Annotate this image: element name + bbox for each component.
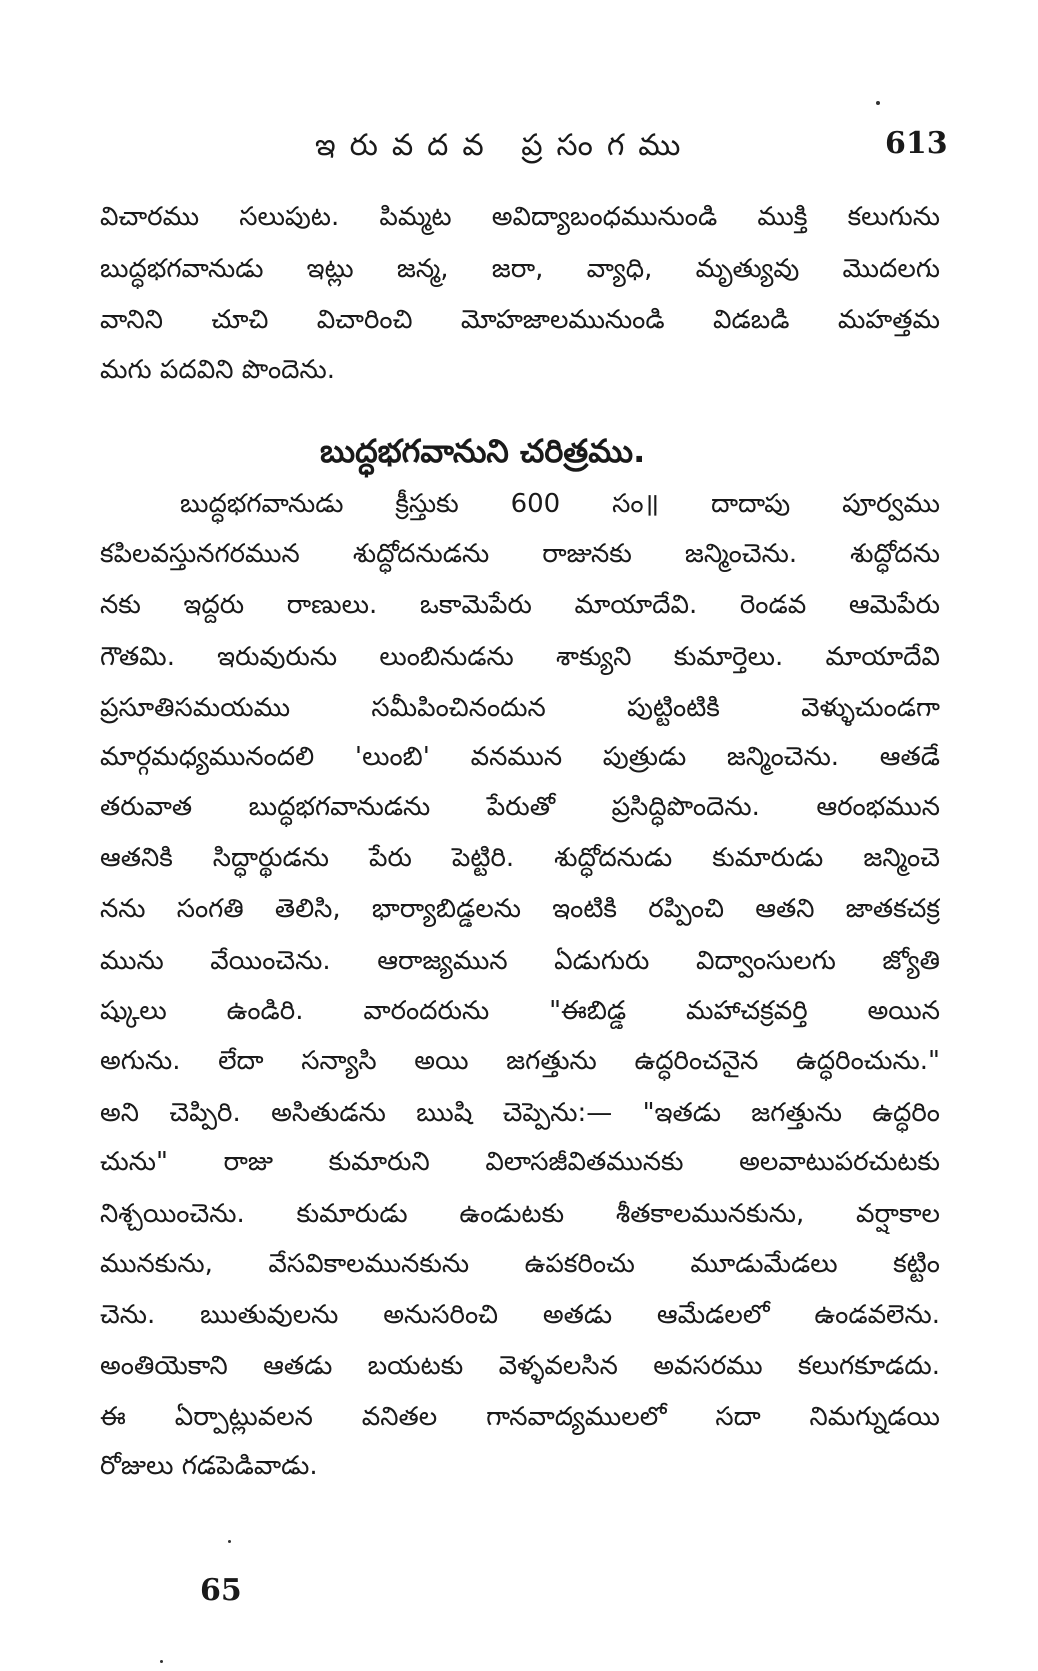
body-line: నను సంగతి తెలిసి, భార్యాబిడ్డలను ఇంటికి రప్పించి ఆతని జాతకచక్ర	[100, 894, 940, 924]
body-line: మునకును, వేసవికాలమునకును ఉపకరించు మూడుమేడలు కట్టిం	[100, 1249, 940, 1279]
body-line-indented: బుద్ధభగవానుడు క్రీస్తుకు 600 సం॥ దాదాపు పూర్వము	[180, 489, 940, 519]
body-line: రోజులు గడపెడివాడు.	[100, 1451, 318, 1481]
print-speck	[228, 1540, 231, 1543]
signature-mark: 65	[200, 1573, 242, 1608]
running-title: ఇరువదవ ప్రసంగము	[315, 128, 695, 163]
intro-line: వానిని చూచి విచారించి మోహజాలమునుండి విడబడి మహత్తమ	[100, 305, 940, 335]
body-line: ఈ ఏర్పాట్లువలన వనితల గానవాద్యములలో సదా నిమగ్నుడయి	[100, 1402, 940, 1432]
body-line: ప్రసూతిసమయము సమీపించినందున పుట్టింటికి వెళ్ళుచుండగా	[100, 693, 940, 723]
page-number: 613	[885, 126, 948, 161]
body-line: అంతియెకాని ఆతడు బయటకు వెళ్ళవలసిన అవసరము కలుగకూడదు.	[100, 1351, 940, 1381]
body-line: అగును. లేదా సన్యాసి అయి జగత్తును ఉద్ధరించనైన ఉద్ధరించును."	[100, 1046, 940, 1076]
body-line: అని చెప్పిరి. అసితుడను ఋషి చెప్పెను:— "ఇతడు జగత్తును ఉద్ధరిం	[100, 1098, 940, 1128]
body-line: నకు ఇద్దరు రాణులు. ఒకామెపేరు మాయాదేవి. రెండవ ఆమెపేరు	[100, 590, 940, 620]
body-line: గౌతమి. ఇరువురును లుంబినుడను శాక్యుని కుమార్తెలు. మాయాదేవి	[100, 642, 940, 672]
body-line: చెను. ఋతువులను అనుసరించి అతడు ఆమేడలలో ఉండవలెను.	[100, 1300, 940, 1330]
body-line: తరువాత బుద్ధభగవానుడను పేరుతో ప్రసిద్ధిపొందెను. ఆరంభమున	[100, 792, 940, 822]
body-line: కపిలవస్తునగరమున శుద్ధోదనుడను రాజునకు జన్మించెను. శుద్ధోదను	[100, 539, 940, 569]
intro-line: మగు పదవిని పొందెను.	[100, 355, 336, 385]
print-speck	[160, 1660, 163, 1663]
intro-line: బుద్ధభగవానుడు ఇట్లు జన్మ, జరా, వ్యాధి, మృత్యువు మొదలగు	[100, 254, 940, 284]
body-line: ష్కులు ఉండిరి. వారందరును "ఈబిడ్డ మహాచక్రవర్తి అయిన	[100, 996, 940, 1026]
body-line: మార్గమధ్యమునందలి 'లుంబి' వనమున పుత్రుడు జన్మించెను. ఆతడే	[100, 742, 940, 772]
body-line: మును వేయించెను. ఆరాజ్యమున ఏడుగురు విద్వాంసులగు జ్యోతి	[100, 946, 940, 976]
section-title: బుద్ధభగవానుని చరిత్రము.	[320, 432, 646, 470]
intro-line: విచారము సలుపుట. పిమ్మట అవిద్యాబంధమునుండి ముక్తి కలుగును	[100, 202, 940, 232]
print-speck	[876, 101, 880, 105]
body-line: చును" రాజు కుమారుని విలాసజీవితమునకు అలవాటుపరచుటకు	[100, 1147, 940, 1177]
body-line: ఆతనికి సిద్ధార్థుడను పేరు పెట్టిరి. శుద్ధోదనుడు కుమారుడు జన్మించె	[100, 843, 940, 873]
body-line: నిశ్చయించెను. కుమారుడు ఉండుటకు శీతకాలమునకును, వర్షాకాల	[100, 1199, 940, 1229]
